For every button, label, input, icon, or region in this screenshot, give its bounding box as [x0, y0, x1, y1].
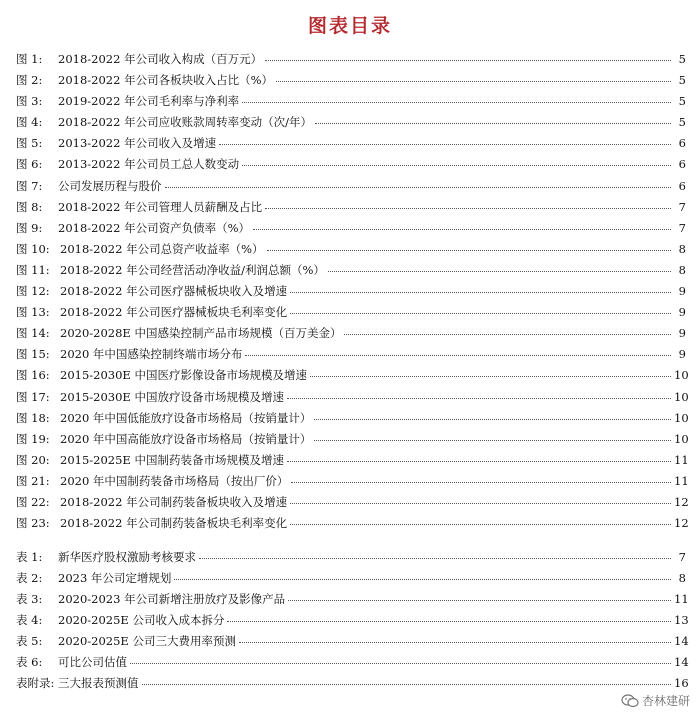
figure-label: 图 7: [16, 178, 43, 193]
figure-label: 图 5: [16, 136, 43, 151]
figure-title: 2015-2030E 中国医疗影像设备市场规模及增速 [60, 368, 307, 383]
figure-entry[interactable] [16, 114, 686, 135]
figure-page-number: 7 [678, 220, 686, 235]
dot-leader [314, 431, 671, 441]
figure-page-number: 6 [678, 157, 686, 172]
figure-label: 图 6: [16, 157, 43, 172]
table-label: 表 4: [16, 613, 43, 627]
figure-page-number: 9 [678, 326, 686, 341]
dot-leader [242, 93, 671, 103]
figure-title: 2018-2022 年公司制药装备板块收入及增速 [60, 494, 288, 509]
table-page-number: 14 [674, 655, 689, 669]
figure-label: 图 17: [16, 389, 50, 404]
table-title: 2023 年公司定增规划 [58, 571, 172, 585]
table-title: 2020-2025E 公司三大费用率预测 [58, 634, 236, 648]
figure-entry[interactable] [16, 389, 689, 410]
figure-page-number: 12 [674, 494, 689, 509]
figure-title: 2020 年中国制药装备市场格局（按出厂价） [60, 473, 289, 488]
figure-title: 2018-2022 年公司制药装备板块毛利率变化 [60, 516, 288, 531]
figure-title: 2015-2030E 中国放疗设备市场规模及增速 [60, 389, 284, 404]
table-page-number: 14 [674, 634, 689, 648]
dot-leader [174, 570, 671, 580]
figure-label: 图 23: [16, 516, 50, 531]
table-title: 2020-2025E 公司收入成本拆分 [58, 613, 225, 627]
dot-leader [287, 389, 671, 399]
figure-title: 2020 年中国感染控制终端市场分布 [60, 347, 243, 362]
figure-label: 图 20: [16, 452, 50, 467]
figure-page-number: 8 [678, 241, 686, 256]
page-title: 图表目录 [307, 15, 392, 37]
figure-entry[interactable] [16, 473, 689, 494]
figure-entry[interactable] [16, 304, 686, 325]
figure-label: 图 1: [16, 52, 43, 66]
figure-title: 2018-2022 年公司应收账款周转率变动（次/年） [58, 115, 312, 130]
table-label: 表 6: [16, 655, 43, 669]
figure-page-number: 5 [678, 52, 686, 66]
figure-title: 2020 年中国低能放疗设备市场格局（按销量计） [60, 410, 312, 425]
figure-entry[interactable] [16, 452, 689, 473]
figure-title: 2020 年中国高能放疗设备市场格局（按销量计） [60, 431, 312, 446]
table-label: 表 3: [16, 592, 43, 606]
figure-entry[interactable] [16, 431, 689, 452]
table-list [16, 549, 689, 696]
dot-leader [310, 367, 671, 377]
figure-page-number: 11 [674, 473, 689, 488]
figure-label: 图 3: [16, 94, 43, 109]
figure-page-number: 6 [678, 136, 686, 151]
figure-entry[interactable] [16, 156, 686, 177]
figure-entry[interactable] [16, 346, 686, 367]
figure-title: 2018-2022 年公司医疗器械板块收入及增速 [60, 284, 288, 299]
dot-leader [290, 304, 671, 314]
figure-entry[interactable] [16, 199, 686, 220]
table-label: 表 2: [16, 571, 43, 585]
figure-label: 图 21: [16, 473, 50, 488]
figure-entry[interactable] [16, 135, 686, 156]
figure-title: 公司发展历程与股价 [58, 178, 162, 193]
figure-page-number: 9 [678, 284, 686, 299]
figure-page-number: 5 [678, 73, 686, 88]
wechat-icon [621, 694, 639, 708]
figure-label: 图 4: [16, 115, 43, 130]
figure-label: 图 14: [16, 326, 50, 341]
figure-page-number: 8 [678, 262, 686, 277]
table-page-number: 16 [674, 676, 689, 690]
figure-entry[interactable] [16, 494, 689, 515]
dot-leader [287, 452, 671, 462]
figure-page-number: 9 [678, 305, 686, 320]
dot-leader [291, 473, 671, 483]
table-entry[interactable] [16, 633, 689, 654]
figure-label: 图 16: [16, 368, 50, 383]
dot-leader [288, 591, 671, 601]
table-title: 三大报表预测值 [58, 676, 139, 690]
table-label: 表 1: [16, 550, 43, 564]
figure-title: 2013-2022 年公司员工总人数变动 [58, 157, 240, 172]
figure-entry[interactable] [16, 262, 686, 283]
figure-page-number: 10 [674, 389, 689, 404]
figure-title: 2018-2022 年公司收入构成（百万元） [58, 52, 263, 66]
dot-leader [245, 346, 671, 356]
dot-leader [199, 549, 671, 559]
figure-list [16, 51, 689, 536]
figure-title: 2018-2022 年公司总资产收益率（%） [60, 241, 264, 256]
table-title: 新华医疗股权激励考核要求 [58, 550, 196, 564]
watermark [619, 692, 692, 709]
dot-leader [142, 675, 672, 685]
table-entry[interactable] [16, 612, 689, 633]
figure-entry[interactable] [16, 72, 686, 93]
figure-title: 2018-2022 年公司医疗器械板块毛利率变化 [60, 305, 288, 320]
figure-label: 图 11: [16, 262, 50, 277]
table-entry[interactable] [16, 654, 689, 675]
table-title: 可比公司估值 [58, 655, 127, 669]
table-entry[interactable] [16, 591, 689, 612]
table-page-number: 7 [678, 550, 686, 564]
table-label: 表附录: [16, 676, 55, 690]
figure-label: 图 13: [16, 305, 50, 320]
figure-label: 图 18: [16, 410, 50, 425]
dot-leader [267, 241, 671, 251]
figure-title: 2018-2022 年公司各板块收入占比（%） [58, 73, 274, 88]
dot-leader [265, 199, 671, 209]
figure-page-number: 10 [674, 368, 689, 383]
dot-leader [242, 156, 671, 166]
dot-leader [328, 262, 671, 272]
table-entry[interactable] [16, 675, 689, 696]
figure-page-number: 7 [678, 199, 686, 214]
figure-page-number: 5 [678, 115, 686, 130]
figure-title: 2019-2022 年公司毛利率与净利率 [58, 94, 240, 109]
dot-leader [239, 633, 671, 643]
table-entry[interactable] [16, 570, 686, 591]
figure-title: 2013-2022 年公司收入及增速 [58, 136, 217, 151]
dot-leader [314, 410, 671, 420]
figure-entry[interactable] [16, 178, 686, 199]
figure-entry[interactable] [16, 515, 689, 536]
figure-page-number: 5 [678, 94, 686, 109]
dot-leader [253, 220, 671, 230]
figure-title: 2015-2025E 中国制药装备市场规模及增速 [60, 452, 284, 467]
figure-page-number: 12 [674, 516, 689, 531]
dot-leader [290, 494, 671, 504]
watermark-text: 杏林建研 [641, 694, 690, 708]
table-label: 表 5: [16, 634, 43, 648]
figure-entry[interactable] [16, 410, 689, 431]
figure-page-number: 10 [674, 410, 689, 425]
dot-leader [227, 612, 671, 622]
figure-entry[interactable] [16, 220, 686, 241]
figure-label: 图 12: [16, 284, 50, 299]
figure-title: 2020-2028E 中国感染控制产品市场规模（百万美金） [60, 326, 342, 341]
dot-leader [165, 178, 672, 188]
dot-leader [315, 114, 671, 124]
figure-title: 2018-2022 年公司管理人员薪酬及占比 [58, 199, 263, 214]
dot-leader [290, 283, 671, 293]
figure-title: 2018-2022 年公司资产负债率（%） [58, 220, 251, 235]
table-entry[interactable] [16, 549, 686, 570]
figure-label: 图 9: [16, 220, 43, 235]
dot-leader [265, 51, 671, 61]
dot-leader [290, 515, 671, 525]
table-page-number: 8 [678, 571, 686, 585]
figure-entry[interactable] [16, 51, 686, 72]
dot-leader [130, 654, 671, 664]
table-page-number: 13 [674, 613, 689, 627]
figure-label: 图 22: [16, 494, 50, 509]
figure-page-number: 6 [678, 178, 686, 193]
figure-label: 图 2: [16, 73, 43, 88]
dot-leader [276, 72, 671, 82]
figure-page-number: 11 [674, 452, 689, 467]
figure-entry[interactable] [16, 367, 689, 388]
figure-label: 图 15: [16, 347, 50, 362]
figure-page-number: 10 [674, 431, 689, 446]
dot-leader [219, 135, 671, 145]
figure-entry[interactable] [16, 325, 686, 346]
dot-leader [344, 325, 671, 335]
figure-label: 图 19: [16, 431, 50, 446]
figure-label: 图 8: [16, 199, 43, 214]
table-title: 2020-2023 年公司新增注册放疗及影像产品 [58, 592, 286, 606]
figure-entry[interactable] [16, 283, 686, 304]
figure-label: 图 10: [16, 241, 50, 256]
table-page-number: 11 [674, 592, 689, 606]
figure-entry[interactable] [16, 241, 686, 262]
figure-title: 2018-2022 年公司经营活动净收益/利润总额（%） [60, 262, 325, 277]
figure-page-number: 9 [678, 347, 686, 362]
figure-entry[interactable] [16, 93, 686, 114]
